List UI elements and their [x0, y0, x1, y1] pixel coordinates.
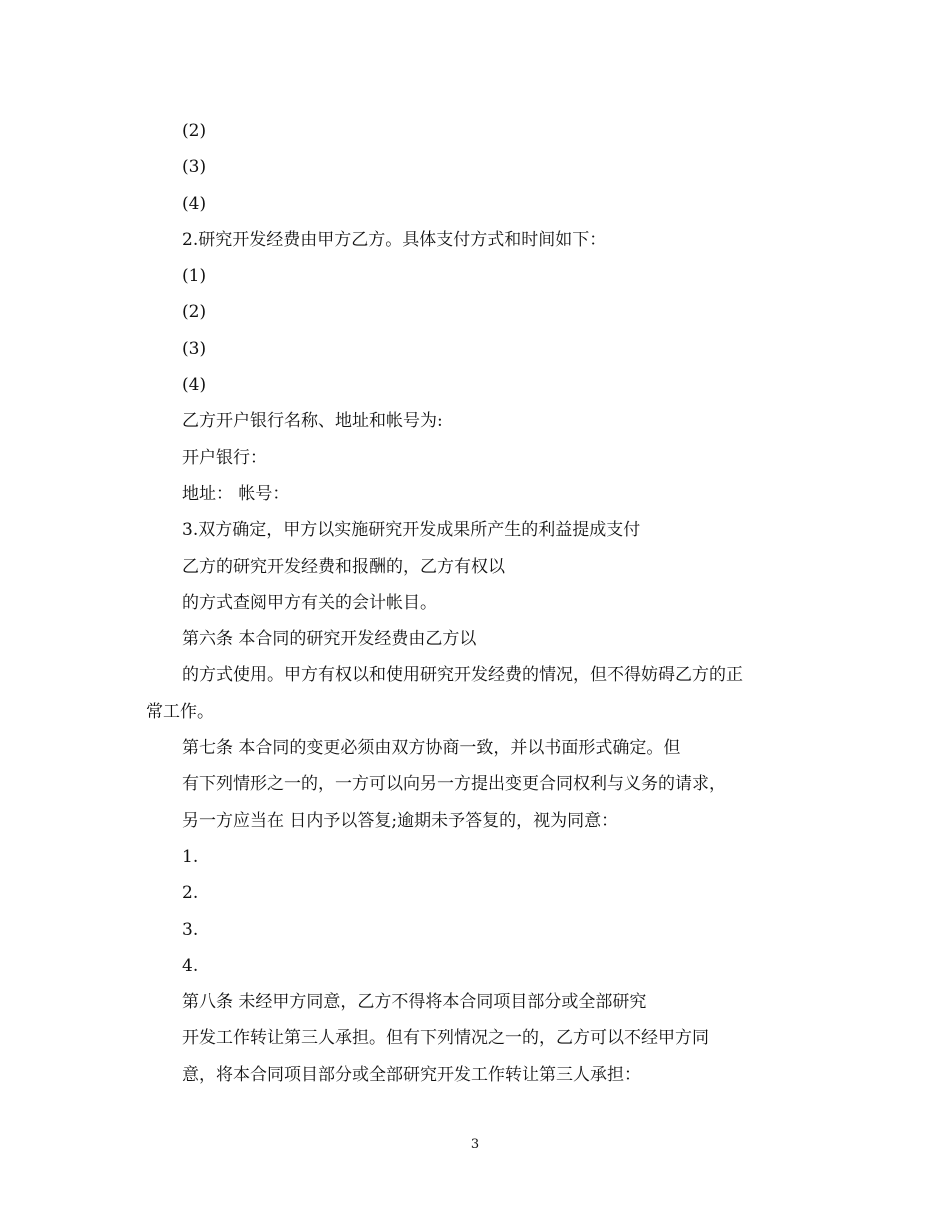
text-line: (1) — [182, 266, 207, 287]
text-line: 第八条 未经甲方同意，乙方不得将本合同项目部分或全部研究 — [182, 992, 647, 1013]
text-line: 1. — [182, 846, 199, 867]
text-line: 开户银行： — [182, 447, 267, 468]
text-line: (2) — [182, 302, 207, 323]
text-line: 地址： 帐号： — [182, 483, 290, 504]
text-line: 第七条 本合同的变更必须由双方协商一致，并以书面形式确定。但 — [182, 738, 681, 759]
document-body — [0, 113, 950, 1093]
text-line: 3. — [182, 919, 199, 940]
text-line: 乙方的研究开发经费和报酬的，乙方有权以 — [182, 556, 505, 577]
text-line: 2.研究开发经费由甲方乙方。具体支付方式和时间如下： — [182, 229, 607, 250]
text-line: (4) — [182, 193, 207, 214]
text-line: 3.双方确定，甲方以实施研究开发成果所产生的利益提成支付 — [182, 520, 641, 541]
text-line: (3) — [182, 157, 207, 178]
text-line: 2. — [182, 883, 199, 904]
text-line: 另一方应当在 日内予以答复;逾期未予答复的，视为同意： — [182, 810, 619, 831]
page-number: 3 — [470, 1137, 480, 1152]
text-line-wrapped: 常工作。 — [146, 701, 214, 722]
text-line: (3) — [182, 338, 207, 359]
text-line: 4. — [182, 955, 199, 976]
text-line: 第六条 本合同的研究开发经费由乙方以 — [182, 629, 477, 650]
text-line: 乙方开户银行名称、地址和帐号为: — [182, 411, 443, 432]
text-line: 开发工作转让第三人承担。但有下列情况之一的，乙方可以不经甲方同 — [182, 1028, 709, 1049]
text-line: 有下列情形之一的，一方可以向另一方提出变更合同权利与义务的请求， — [182, 774, 726, 795]
text-line: 的方式使用。甲方有权以和使用研究开发经费的情况，但不得妨碍乙方的正 — [182, 665, 743, 686]
text-line: 的方式查阅甲方有关的会计帐目。 — [182, 592, 437, 613]
text-line: (4) — [182, 375, 207, 396]
text-line: 意，将本合同项目部分或全部研究开发工作转让第三人承担： — [182, 1064, 641, 1085]
text-line: (2) — [182, 121, 207, 141]
